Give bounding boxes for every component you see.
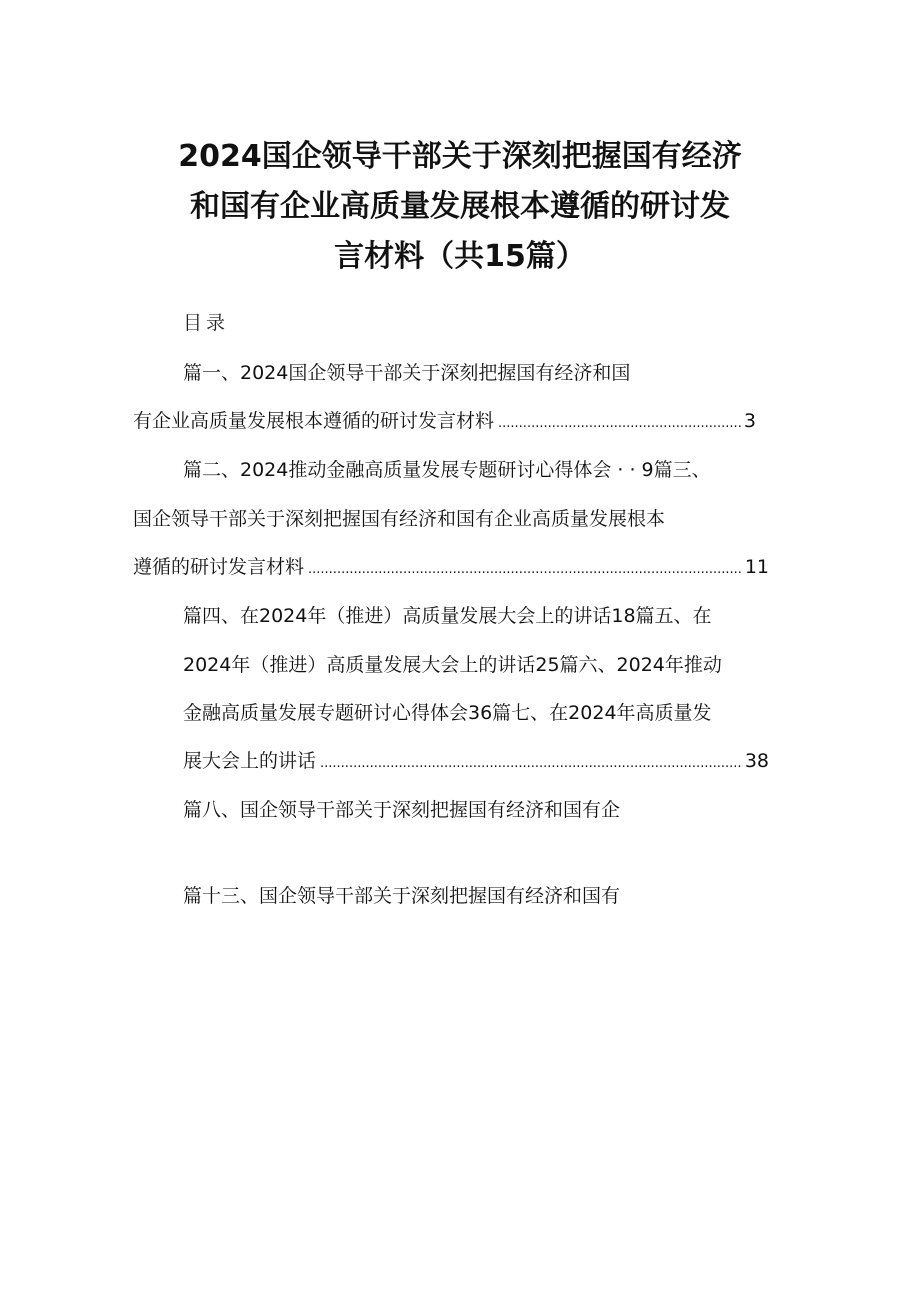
page-number: 38 (744, 750, 769, 772)
dot-leader (498, 410, 742, 438)
toc-line: 展大会上的讲话 (183, 750, 317, 772)
toc-line: 金融高质量发展专题研讨心得体会36篇七、在2024年高质量发 (183, 702, 712, 724)
toc-line: 篇八、国企领导干部关于深刻把握国有经济和国有企 (183, 799, 621, 821)
toc-line: 篇二、2024推动金融高质量发展专题研讨心得体会 · · 9篇三、 (183, 459, 711, 481)
toc-line: 遵循的研讨发言材料 (133, 556, 305, 578)
toc-entry-with-page (183, 747, 769, 778)
toc-line: 2024年（推进）高质量发展大会上的讲话25篇六、2024年推动 (183, 654, 722, 676)
title-line-3: 言材料（共15篇） (334, 239, 586, 274)
toc-entry-with-page (133, 407, 756, 438)
toc-line: 篇十三、国企领导干部关于深刻把握国有经济和国有 (183, 885, 621, 907)
dot-leader (308, 556, 743, 584)
toc-line: 篇一、2024国企领导干部关于深刻把握国有经济和国 (183, 362, 631, 384)
toc-heading: 目录 (183, 312, 230, 334)
page-number: 11 (744, 556, 769, 578)
page-number: 3 (743, 410, 756, 432)
toc-line: 篇四、在2024年（推进）高质量发展大会上的讲话18篇五、在 (183, 605, 712, 627)
title-line-2: 和国有企业高质量发展根本遵循的研讨发 (190, 189, 730, 224)
dot-leader (320, 750, 743, 778)
toc-line: 有企业高质量发展根本遵循的研讨发言材料 (133, 410, 495, 432)
toc-line: 国企领导干部关于深刻把握国有经济和国有企业高质量发展根本 (133, 508, 666, 530)
toc-entry-with-page (133, 553, 769, 584)
title-line-1: 2024国企领导干部关于深刻把握国有经济 (178, 139, 742, 174)
